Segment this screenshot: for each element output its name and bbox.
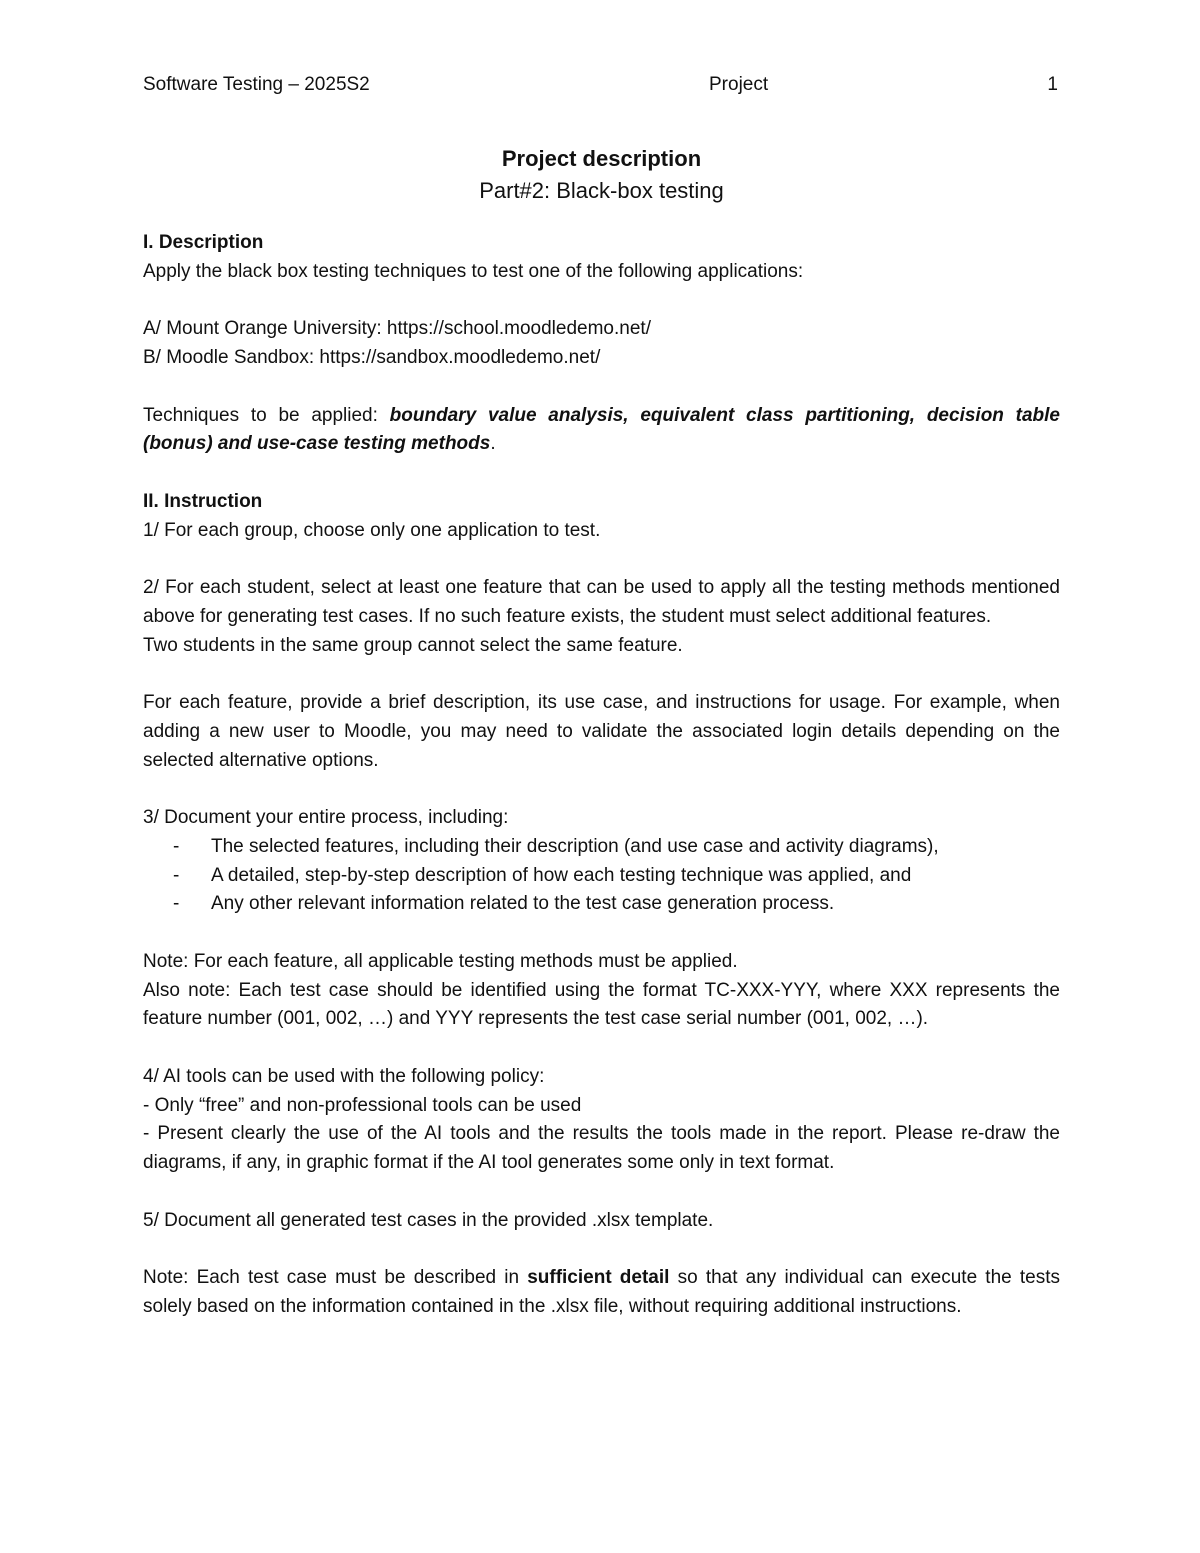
final-note-suffix: so that any individual can execute the tests solely based on the information contained in the .xlsx file, without requiring additional instructions.	[143, 1267, 1061, 1317]
ai-policy-free-tools: - Only “free” and non-professional tools can be used	[143, 1094, 582, 1116]
instruction-item-2-rule: Two students in the same group cannot select the same feature.	[143, 634, 683, 656]
document-title: Project description	[501, 146, 702, 171]
instruction-item-3: 3/ Document your entire process, including:	[143, 807, 509, 828]
instruction-item-5: 5/ Document all generated test cases in the provided .xlsx template.	[143, 1209, 714, 1231]
document-body	[143, 143, 1060, 1322]
instruction-item-1: 1/ For each group, choose only one application to test.	[143, 519, 601, 541]
list-item: - A detailed, step-by-step description of how each testing technique was applied, and	[173, 862, 1060, 891]
ai-policy-report: - Present clearly the use of the AI tools and the results the tools made in the report. Please re-draw the diagrams, if any, in graphic format if the AI tool generates some only in text format.	[143, 1123, 1060, 1173]
feature-description-paragraph: For each feature, provide a brief description, its use case, and instructions for usage. For example, when adding a new user to Moodle, you may need to validate the associated login details depending on the selected alternative options.	[143, 692, 1060, 771]
list-dash: -	[173, 835, 180, 857]
process-list	[143, 833, 1060, 919]
application-option-b: B/ Moodle Sandbox: https://sandbox.moodledemo.net/	[143, 347, 601, 368]
techniques-prefix: Techniques to be applied:	[143, 404, 390, 426]
note-test-case-id: Also note: Each test case should be identified using the format TC-XXX-YYY, where XXX represents the feature number (001, 002, …) and YYY represents the test case serial number (001, 002, …).	[143, 979, 1060, 1030]
techniques-suffix: .	[490, 433, 496, 455]
final-note-prefix: Note: Each test case must be described in	[143, 1267, 528, 1288]
description-intro: Apply the black box testing techniques to test one of the following applications:	[143, 260, 804, 282]
techniques-paragraph	[143, 402, 1060, 460]
list-dash: -	[173, 864, 180, 886]
final-note	[143, 1264, 1060, 1322]
document-subtitle: Part#2: Black-box testing	[479, 178, 724, 203]
techniques-list: boundary value analysis, equivalent class partitioning, decision table (bonus) and use-case testing methods	[143, 404, 1060, 455]
header-label: Project	[709, 74, 769, 95]
list-dash: -	[173, 893, 180, 915]
instruction-item-2: 2/ For each student, select at least one feature that can be used to apply all the testing methods mentioned above for generating test cases. If no such feature exists, the student must select additional features.	[143, 577, 1060, 627]
section-instruction-heading: II. Instruction	[143, 490, 263, 512]
header-page-number: 1	[1047, 74, 1058, 95]
page-header	[143, 70, 1058, 100]
list-item: - The selected features, including their description (and use case and activity diagrams),	[173, 833, 1060, 862]
application-option-a: A/ Mount Orange University: https://school.moodledemo.net/	[143, 318, 651, 340]
section-description-heading: I. Description	[143, 232, 264, 253]
list-item: - Any other relevant information related to the test case generation process.	[173, 890, 1060, 919]
header-course: Software Testing – 2025S2	[143, 74, 370, 95]
final-note-emphasis: sufficient detail	[527, 1267, 670, 1288]
instruction-item-4: 4/ AI tools can be used with the following policy:	[143, 1065, 545, 1087]
note-testing-methods: Note: For each feature, all applicable testing methods must be applied.	[143, 950, 738, 972]
